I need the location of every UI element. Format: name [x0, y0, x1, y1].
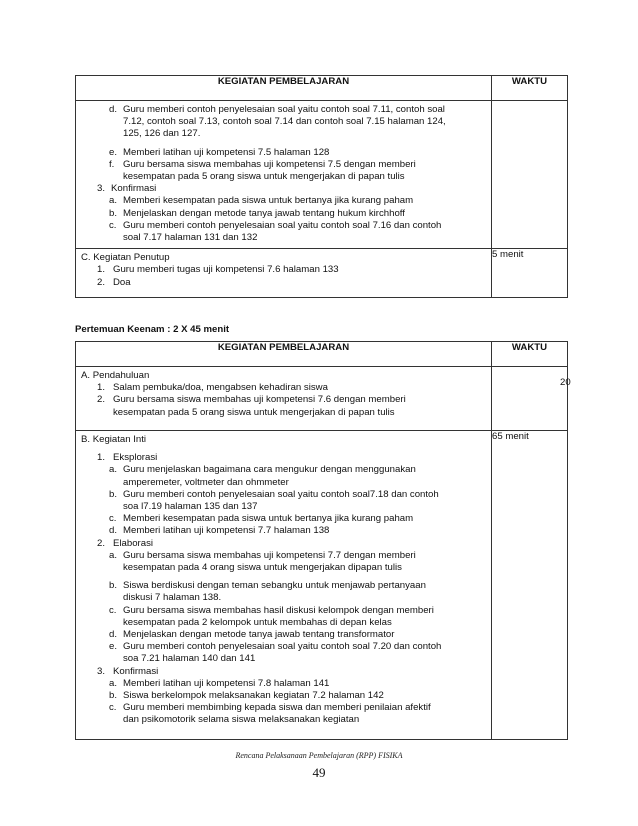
list-item: d. Guru memberi contoh penyelesaian soal yaitu contoh soal 7.11, contoh soal 7.12, contoh soal 7.13, contoh soal 7.14 dan contoh soal 7.15 halaman 124, 125, 126 dan 127.	[109, 104, 446, 140]
list-item: b. Guru memberi contoh penyelesaian soal yaitu contoh soal7.18 dan contoh soa l7.19 halaman 135 dan 137	[109, 488, 439, 513]
list-item: c. Guru memberi contoh penyelesaian soal yaitu contoh soal 7.16 dan contoh soal 7.17 halaman 131 dan 132	[109, 219, 442, 244]
list-item: 3. Konfirmasi	[97, 665, 159, 677]
section-heading: A. Pendahuluan	[81, 370, 150, 381]
list-item: c. Guru memberi membimbing kepada siswa dan memberi penilaian afektif dan psikomotorik selama siswa melaksanakan kegiatan	[109, 702, 431, 726]
list-item: 2. Doa	[97, 276, 131, 288]
table-row	[76, 101, 568, 249]
list-item: 2. Elaborasi	[97, 537, 153, 549]
section-title: Pertemuan Keenam : 2 X 45 menit	[75, 324, 230, 335]
activity-cell	[76, 101, 491, 248]
activity-table-2	[75, 341, 568, 740]
list-item: e. Guru memberi contoh penyelesaian soal yaitu contoh soal 7.20 dan contoh soa 7.21 halaman 140 dan 141	[109, 641, 442, 665]
activity-table-1	[75, 75, 568, 298]
list-item: 1. Guru memberi tugas uji kompetensi 7.6 halaman 133	[97, 264, 339, 276]
list-item: 2. Guru bersama siswa membahas uji kompetensi 7.6 dengan memberi kesempatan pada 5 orang siswa untuk mengerjakan di papan tulis	[97, 394, 406, 418]
activity-cell	[76, 431, 491, 731]
section-heading: B. Kegiatan Inti	[81, 434, 147, 445]
table-row	[76, 367, 568, 431]
list-item: a. Memberi kesempatan pada siswa untuk bertanya jika kurang paham	[109, 195, 414, 207]
list-item: a. Memberi latihan uji kompetensi 7.8 halaman 141	[109, 677, 330, 689]
list-item: a. Guru bersama siswa membahas uji kompetensi 7.7 dengan memberi kesempatan pada 4 orang siswa untuk mengerjakan dipapan tulis	[109, 549, 416, 574]
list-item: d. Memberi latihan uji kompetensi 7.7 halaman 138	[109, 525, 330, 537]
time-cell: 65 menit	[492, 431, 568, 740]
page-number: 49	[312, 765, 326, 780]
list-item: d. Menjelaskan dengan metode tanya jawab tentang transformator	[109, 629, 395, 641]
table-header-row	[76, 76, 568, 101]
list-item: 3. Konfirmasi	[97, 183, 157, 195]
section-heading: C. Kegiatan Penutup	[81, 252, 170, 264]
time-cell	[492, 101, 568, 249]
table-row	[76, 249, 568, 298]
list-item: 1. Eksplorasi	[97, 452, 158, 464]
list-item: 1. Salam pembuka/doa, mengabsen kehadiran siswa	[97, 382, 328, 394]
table-header-row	[76, 342, 568, 367]
activity-cell	[76, 249, 491, 293]
list-item: b. Siswa berdiskusi dengan teman sebangku untuk menjawab pertanyaan diskusi 7 halaman 138.	[109, 580, 426, 604]
list-item: c. Guru bersama siswa membahas hasil diskusi kelompok dengan memberi kesempatan pada 2 kelompok untuk membahas di depan kelas	[109, 604, 434, 628]
time-cell: 5 menit	[492, 249, 568, 298]
table-row	[76, 431, 568, 740]
list-item: c. Memberi kesempatan pada siswa untuk bertanya jika kurang paham	[109, 513, 414, 525]
list-item: b. Menjelaskan dengan metode tanya jawab tentang hukum kirchhoff	[109, 207, 405, 219]
header-time: WAKTU	[492, 342, 568, 367]
list-item: e. Memberi latihan uji kompetensi 7.5 halaman 128	[109, 146, 330, 158]
list-item: b. Siswa berkelompok melaksanakan kegiatan 7.2 halaman 142	[109, 690, 384, 702]
time-value-overflow: 20	[560, 377, 571, 388]
header-activity: KEGIATAN PEMBELAJARAN	[76, 342, 492, 367]
activity-cell	[76, 367, 491, 423]
page-footer: Rencana Pelaksanaan Pembelajaran (RPP) FISIKA	[235, 751, 403, 760]
list-item: a. Guru menjelaskan bagaimana cara mengukur dengan menggunakan amperemeter, voltmeter dan ohmmeter	[109, 464, 416, 488]
header-activity: KEGIATAN PEMBELAJARAN	[76, 76, 492, 101]
header-time: WAKTU	[492, 76, 568, 101]
list-item: f. Guru bersama siswa membahas uji kompetensi 7.5 dengan memberi kesempatan pada 5 orang siswa untuk mengerjakan di papan tulis	[109, 158, 416, 183]
